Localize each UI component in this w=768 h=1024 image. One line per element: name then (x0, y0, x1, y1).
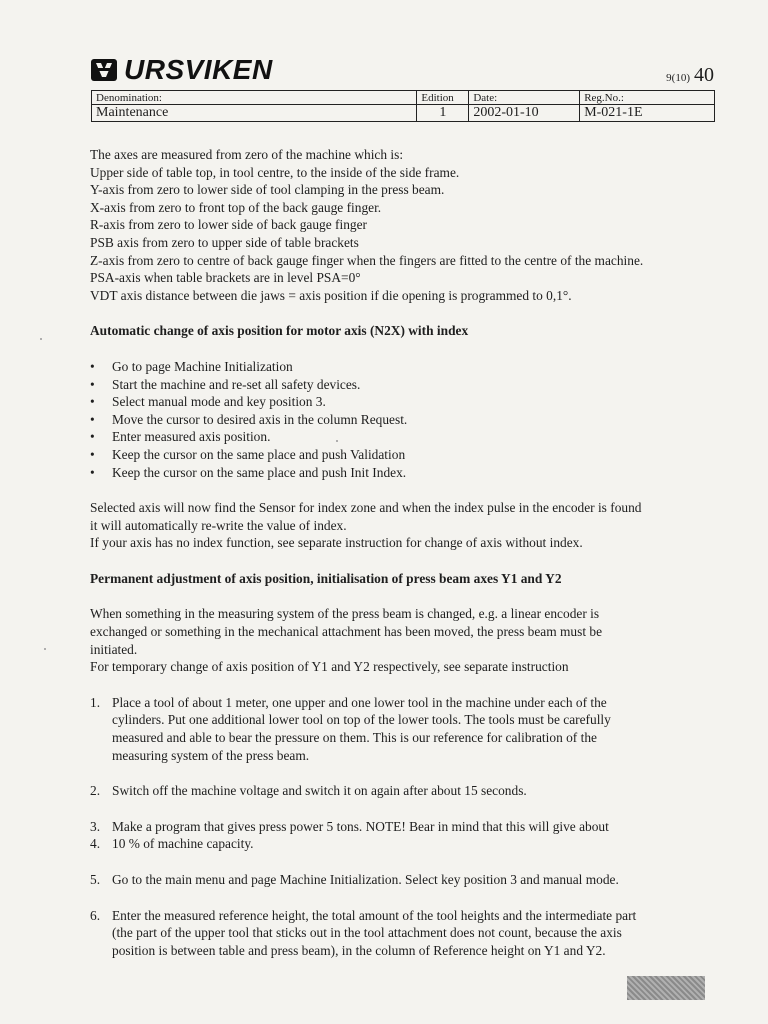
paragraph-line: initiated. (90, 641, 138, 657)
step-item (90, 694, 720, 764)
list-item: • Move the cursor to desired axis in the column Request. (90, 411, 720, 429)
scan-speck (336, 440, 338, 442)
company-logo (90, 54, 273, 86)
intro-line: PSA-axis when table brackets are in level PSA=0° (90, 270, 361, 286)
regno-label: Reg.No.: (580, 91, 715, 105)
step-number: 4. (90, 836, 101, 852)
list-item: • Enter measured axis position. (90, 428, 720, 446)
page-number (666, 64, 714, 87)
list-item: • Select manual mode and key position 3. (90, 393, 720, 411)
paragraph-line: For temporary change of axis position of Y1 and Y2 respectively, see separate instruction (90, 659, 569, 675)
step-line: cylinders. Put one additional lower tool on top of the lower tools. The tools must be carefully (112, 712, 611, 728)
step-line: (the part of the upper tool that sticks out in the tool attachment does not count, because the axis (112, 925, 622, 941)
paragraph-line: When something in the measuring system of the press beam is changed, e.g. a linear encoder is (90, 606, 600, 622)
intro-line: Z-axis from zero to centre of back gauge finger when the fingers are fitted to the centre of the machine. (90, 252, 644, 268)
denomination-value: Maintenance (92, 105, 417, 122)
date-label: Date: (469, 91, 580, 105)
date-value: 2002-01-10 (469, 105, 580, 122)
ursviken-logo-icon (90, 56, 118, 84)
section1-bullet-list (90, 358, 720, 481)
section1-paragraph (90, 499, 720, 552)
regno-value: M-021-1E (580, 105, 715, 122)
denomination-label: Denomination: (92, 91, 417, 105)
step-item (90, 871, 720, 889)
list-item: • Go to page Machine Initialization (90, 358, 720, 376)
intro-block (90, 146, 720, 304)
step-text (112, 694, 720, 764)
scan-speck (44, 648, 46, 650)
list-item: • Keep the cursor on the same place and push Init Index. (90, 464, 720, 482)
step-text (112, 835, 720, 853)
step-number: 5. (90, 872, 101, 887)
step-line: Switch off the machine voltage and switch it on again after about 15 seconds. (112, 783, 527, 799)
intro-line: Y-axis from zero to lower side of tool clamping in the press beam. (90, 182, 445, 198)
intro-line: Upper side of table top, in tool centre, to the inside of the side frame. (90, 164, 460, 180)
step-line: measuring system of the press beam. (112, 747, 310, 763)
step-number: 2. (90, 783, 101, 799)
header-values-row (92, 105, 715, 122)
step-line: Go to the main menu and page Machine Initialization. Select key position 3 and manual mode. (112, 872, 619, 887)
step-number: 6. (90, 907, 101, 923)
edition-value: 1 (417, 105, 469, 122)
step-item (90, 907, 720, 960)
step-text (112, 782, 720, 800)
document-body (90, 146, 720, 959)
intro-line: X-axis from zero to front top of the back gauge finger. (90, 199, 382, 215)
step-line: Make a program that gives press power 5 tons. NOTE! Bear in mind that this will give about (112, 818, 609, 834)
step-line: measured and able to bear the pressure on them. This is our reference for calibration of the (112, 730, 597, 746)
section1-heading: Automatic change of axis position for motor axis (N2X) with index (90, 323, 469, 339)
step-text (112, 907, 720, 960)
section2-heading: Permanent adjustment of axis position, initialisation of press beam axes Y1 and Y2 (90, 570, 562, 586)
list-item: • Keep the cursor on the same place and push Validation (90, 446, 720, 464)
paragraph-line: Selected axis will now find the Sensor for index zone and when the index pulse in the encoder is found (90, 500, 642, 516)
step-line: Place a tool of about 1 meter, one upper and one lower tool in the machine under each of the (112, 694, 607, 710)
scan-speck (40, 338, 42, 340)
paragraph-line: it will automatically re-write the value of index. (90, 517, 347, 533)
step-number: 3. (90, 818, 101, 834)
step-item (90, 782, 720, 800)
section2-paragraph (90, 605, 720, 675)
intro-line: VDT axis distance between die jaws = axis position if die opening is programmed to 0,1°. (90, 287, 572, 303)
step-item (90, 818, 720, 836)
intro-line: R-axis from zero to lower side of back gauge finger (90, 217, 368, 233)
scan-stamp-mark (627, 976, 705, 1000)
step-text (112, 818, 720, 836)
intro-line: The axes are measured from zero of the machine which is: (90, 147, 404, 162)
edition-label: Edition (417, 91, 469, 105)
document-header-table (91, 90, 715, 122)
header-labels-row (92, 91, 715, 105)
document-number: 40 (694, 64, 714, 86)
step-number: 1. (90, 694, 101, 710)
paragraph-line: exchanged or something in the mechanical attachment has been moved, the press beam must be (90, 624, 603, 640)
step-text (112, 871, 720, 889)
paragraph-line: If your axis has no index function, see separate instruction for change of axis without index. (90, 535, 583, 551)
intro-line: PSB axis from zero to upper side of table brackets (90, 234, 359, 250)
step-line: 10 % of machine capacity. (112, 836, 254, 852)
step-item (90, 835, 720, 853)
step-line: position is between table and press beam), in the column of Reference height on Y1 and Y2. (112, 942, 606, 958)
page-count: 9(10) (666, 72, 690, 84)
brand-name: URSVIKEN (124, 54, 273, 85)
step-line: Enter the measured reference height, the total amount of the tool heights and the intermediate part (112, 907, 637, 923)
list-item: • Start the machine and re-set all safety devices. (90, 376, 720, 394)
